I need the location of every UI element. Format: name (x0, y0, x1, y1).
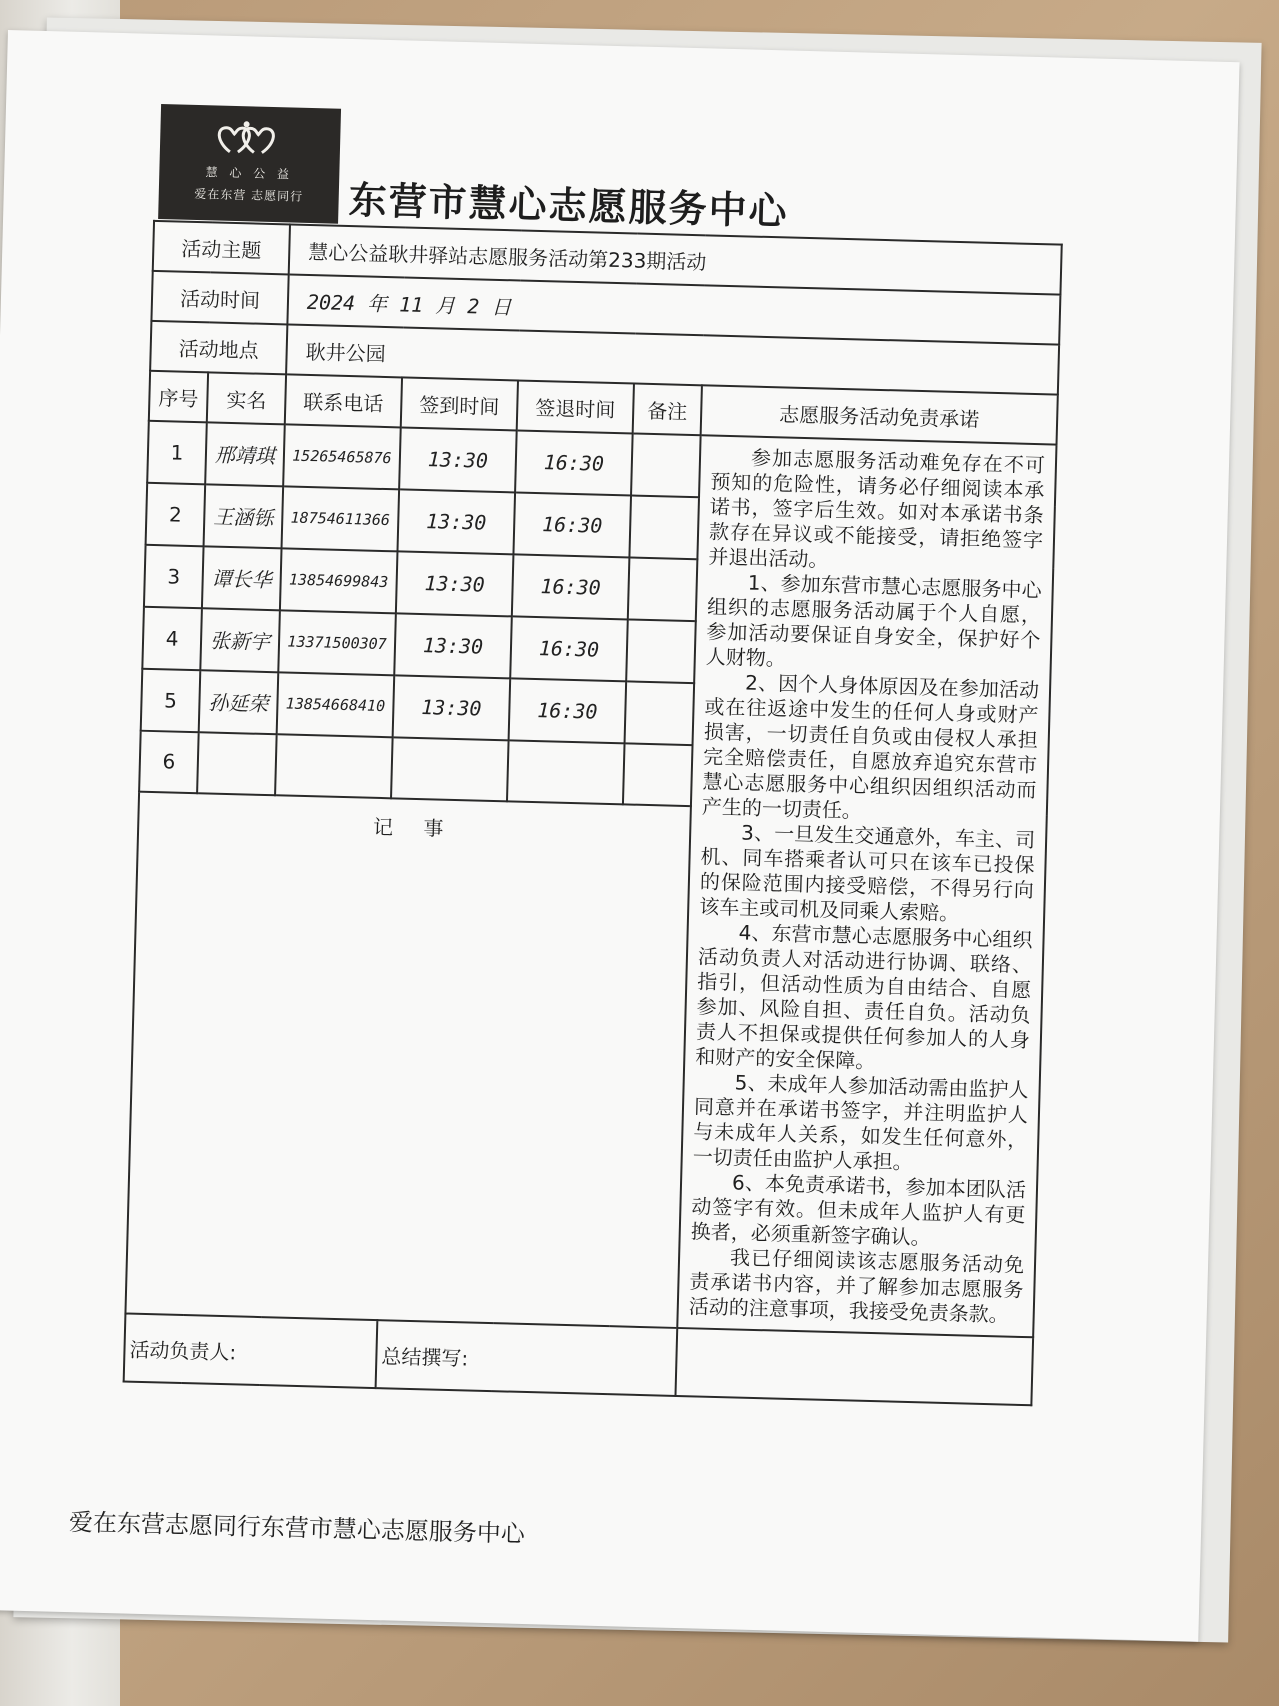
logo-text-top: 慧 心 公 益 (205, 165, 294, 182)
row-checkin: 13:30 (393, 675, 511, 740)
header-remark: 备注 (633, 384, 702, 436)
row-no: 1 (147, 421, 207, 484)
row-no: 4 (142, 606, 202, 669)
time-label: 活动时间 (151, 271, 288, 325)
leader-label: 活动负责人: (124, 1314, 378, 1389)
header-phone: 联系电话 (285, 374, 402, 427)
row-no: 6 (139, 730, 199, 793)
waiver-paragraph: 1、参加东营市慧心志愿服务中心组织的志愿服务活动属于个人自愿，参加活动要保证自身安全，保护好个人财物。 (705, 570, 1043, 671)
row-checkout: 16:30 (510, 616, 628, 681)
row-name: 孙延荣 (199, 670, 279, 734)
place-label: 活动地点 (150, 321, 287, 375)
header-no: 序号 (149, 371, 208, 423)
row-phone: 13854668410 (277, 672, 395, 737)
row-checkin: 13:30 (399, 427, 517, 492)
row-checkin (391, 737, 509, 802)
row-phone: 15265465876 (283, 424, 401, 489)
waiver-paragraph: 参加志愿服务活动难免存在不可预知的危险性，请务必仔细阅读本承诺书，签字后生效。如对本承诺书条款存在异议或不能接受，请拒绝签字并退出活动。 (708, 445, 1046, 572)
row-name: 张新宇 (200, 608, 280, 672)
theme-label: 活动主题 (153, 221, 290, 275)
row-checkout: 16:30 (512, 554, 630, 619)
waiver-paragraph: 我已仔细阅读该志愿服务活动免责承诺书内容，并了解参加志愿服务活动的注意事项，我接受免责条款。 (688, 1245, 1025, 1327)
waiver-signature-space (675, 1328, 1033, 1405)
form-sheet (0, 30, 1240, 1642)
row-no: 2 (146, 483, 206, 546)
row-checkin: 13:30 (396, 551, 514, 616)
row-name: 邢靖琪 (205, 422, 285, 486)
header-checkin: 签到时间 (401, 377, 518, 430)
waiver-title: 志愿服务活动免责承诺 (701, 385, 1058, 444)
time-value: 2024 年 11 月 2 日 (287, 274, 1060, 344)
activity-form-table (123, 220, 1063, 1406)
footer-slogan: 爱在东营志愿同行东营市慧心志愿服务中心 (68, 1508, 526, 1549)
place-value: 耿井公园 (286, 324, 1059, 394)
row-name: 王涵铄 (204, 484, 284, 548)
row-remark (629, 495, 699, 559)
row-checkout: 16:30 (509, 678, 627, 743)
theme-value: 慧心公益耿井驿站志愿服务活动第233期活动 (289, 224, 1062, 294)
row-phone: 18754611366 (282, 486, 400, 551)
row-phone: 13371500307 (278, 610, 396, 675)
waiver-paragraph: 6、本免责承诺书，参加本团队活动签字有效。但未成年人监护人有更换者，必须重新签字确认。 (690, 1170, 1027, 1250)
header-name: 实名 (207, 372, 286, 424)
hearts-logo-icon (210, 117, 291, 161)
waiver-paragraph: 3、一旦发生交通意外，车主、司机、同车搭乘者认可只在该车已投保的保险范围内接受赔偿，不得另行向该车主或司机及同乘人索赔。 (698, 820, 1036, 926)
row-checkout (507, 740, 625, 805)
notes-label: 记 事 (125, 792, 690, 1328)
row-checkout: 16:30 (513, 492, 631, 557)
row-no: 3 (144, 545, 204, 608)
row-checkout: 16:30 (515, 430, 633, 495)
logo-text-bottom: 爱在东营 志愿同行 (194, 186, 304, 204)
waiver-paragraph: 5、未成年人参加活动需由监护人同意并在承诺书签字，并注明监护人与未成年人关系，如发生任何意外，一切责任由监护人承担。 (692, 1070, 1029, 1175)
waiver-paragraph: 4、东营市慧心志愿服务中心组织活动负责人对活动进行协调、联络、指引，但活动性质为自由结合、自愿参加、风险自担、责任自负。活动负责人不担保或提供任何参加人的人身和财产的安全保障。 (695, 920, 1033, 1074)
row-remark (625, 681, 695, 745)
org-title: 东营市慧心志愿服务中心 (348, 176, 790, 234)
row-phone: 13854699843 (280, 548, 398, 613)
row-checkin: 13:30 (394, 613, 512, 678)
row-remark (626, 619, 696, 683)
row-phone (275, 734, 393, 799)
waiver-paragraph: 2、因个人身体原因及在参加活动或在往返途中发生的任何人身或财产损害，一切责任自负或由侵权人承担完全赔偿责任，自愿放弃追究东营市慧心志愿服务中心组织因组织活动而产生的一切责任。 (701, 670, 1040, 823)
row-remark (628, 557, 698, 621)
org-logo (158, 104, 341, 224)
header-checkout: 签退时间 (517, 380, 634, 433)
row-name: 谭长华 (202, 546, 282, 610)
summary-label: 总结撰写: (376, 1320, 678, 1396)
row-remark (623, 743, 693, 807)
row-remark (631, 433, 701, 497)
waiver-text (677, 435, 1056, 1337)
row-name (197, 732, 277, 796)
row-checkin: 13:30 (397, 489, 515, 554)
row-no: 5 (141, 668, 201, 731)
